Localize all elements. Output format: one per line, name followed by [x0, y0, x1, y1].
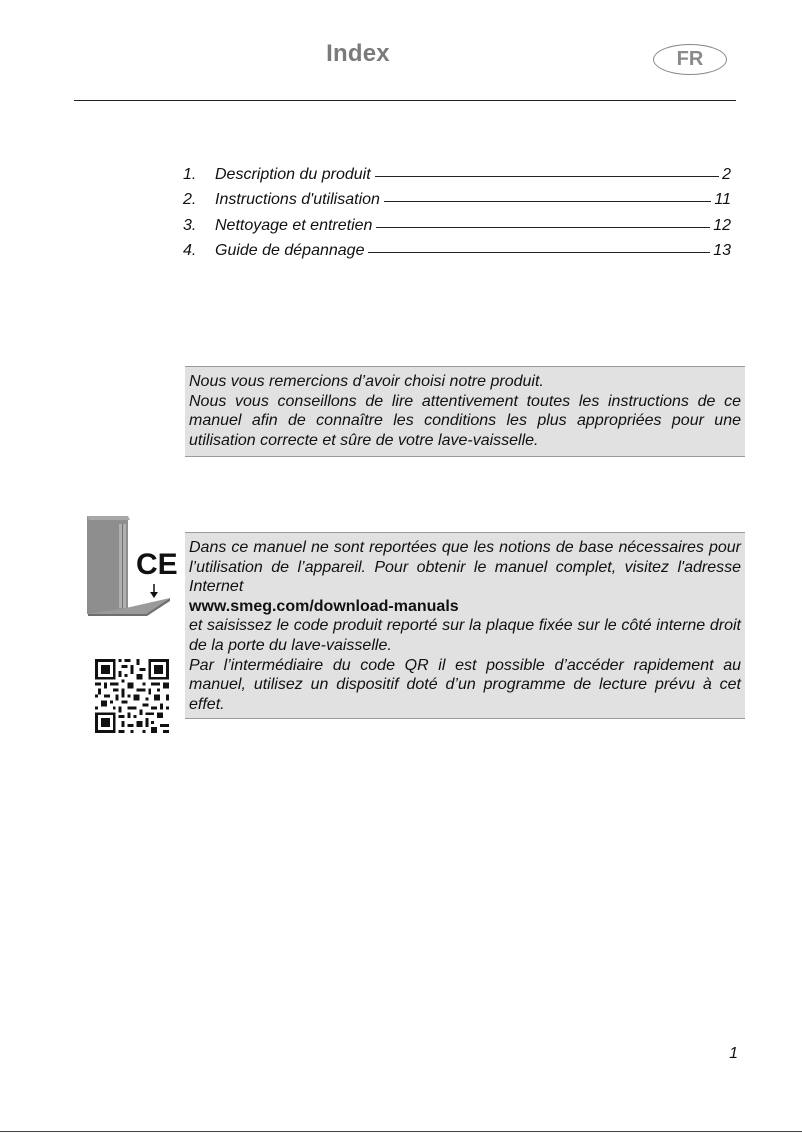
advice-paragraph: Nous vous conseillons de lire attentivement toutes les instructions de ce manuel afin de connaître les conditions les plus appropriées pour une utilisation correcte et sûre de votre lave-vaisselle. — [189, 392, 741, 449]
toc-entry-label: Guide de dépannage — [215, 241, 365, 259]
toc-leader-line — [376, 227, 710, 228]
toc-entry-label: Description du produit — [215, 166, 371, 183]
thank-you-note — [185, 366, 745, 457]
download-manuals-link[interactable]: www.smeg.com/download-manuals — [189, 597, 459, 615]
toc-entry-page: 2 — [722, 166, 731, 183]
toc-entry-page: 12 — [713, 216, 731, 234]
qr-code-icon — [95, 659, 169, 733]
toc-entry-page: 11 — [714, 191, 731, 209]
page-title: Index — [326, 40, 390, 67]
toc-entry[interactable] — [183, 242, 731, 267]
toc-entry-number: 4. — [183, 241, 197, 259]
toc-entry-number: 3. — [183, 216, 197, 234]
toc-leader-line — [368, 252, 710, 253]
dishwasher-rating-plate-illustration — [86, 514, 178, 616]
thank-you-line: Nous vous remercions d’avoir choisi notre produit. — [189, 373, 544, 390]
manual-info-paragraph: Dans ce manuel ne sont reportées que les notions de base nécessaires pour l’utilisation de l’appareil. Pour obtenir le manuel complet, visitez l'adresse Internet — [189, 539, 741, 596]
toc-leader-line — [384, 201, 711, 202]
qr-code-paragraph: Par l’intermédiaire du code QR il est possible d’accéder rapidement au manuel, utilisez un dispositif doté d’un programme de lecture prévu à cet effet. — [189, 656, 741, 713]
page-number: 1 — [729, 1045, 738, 1062]
download-manual-note — [185, 532, 745, 719]
toc-leader-line — [375, 176, 719, 177]
toc-entry[interactable] — [183, 191, 731, 216]
appliance-door-seam — [122, 524, 123, 608]
footer-divider — [0, 1131, 802, 1132]
arrow-head-icon — [150, 592, 158, 598]
toc-entry[interactable] — [183, 217, 731, 242]
product-code-paragraph: et saisissez le code produit reporté sur la plaque fixée sur le côté interne droit de la porte du lave-vaisselle. — [189, 617, 741, 654]
table-of-contents — [183, 166, 731, 267]
toc-entry-page: 13 — [713, 241, 731, 259]
toc-entry[interactable] — [183, 166, 731, 191]
toc-entry-number: 2. — [183, 191, 197, 209]
appliance-top-edge — [87, 516, 130, 520]
header-divider — [74, 100, 736, 101]
toc-entry-label: Nettoyage et entretien — [215, 216, 373, 234]
language-badge: FR — [653, 44, 727, 75]
ce-mark-icon: CE — [136, 548, 178, 581]
toc-entry-number: 1. — [183, 166, 197, 183]
toc-entry-label: Instructions d'utilisation — [215, 191, 380, 209]
